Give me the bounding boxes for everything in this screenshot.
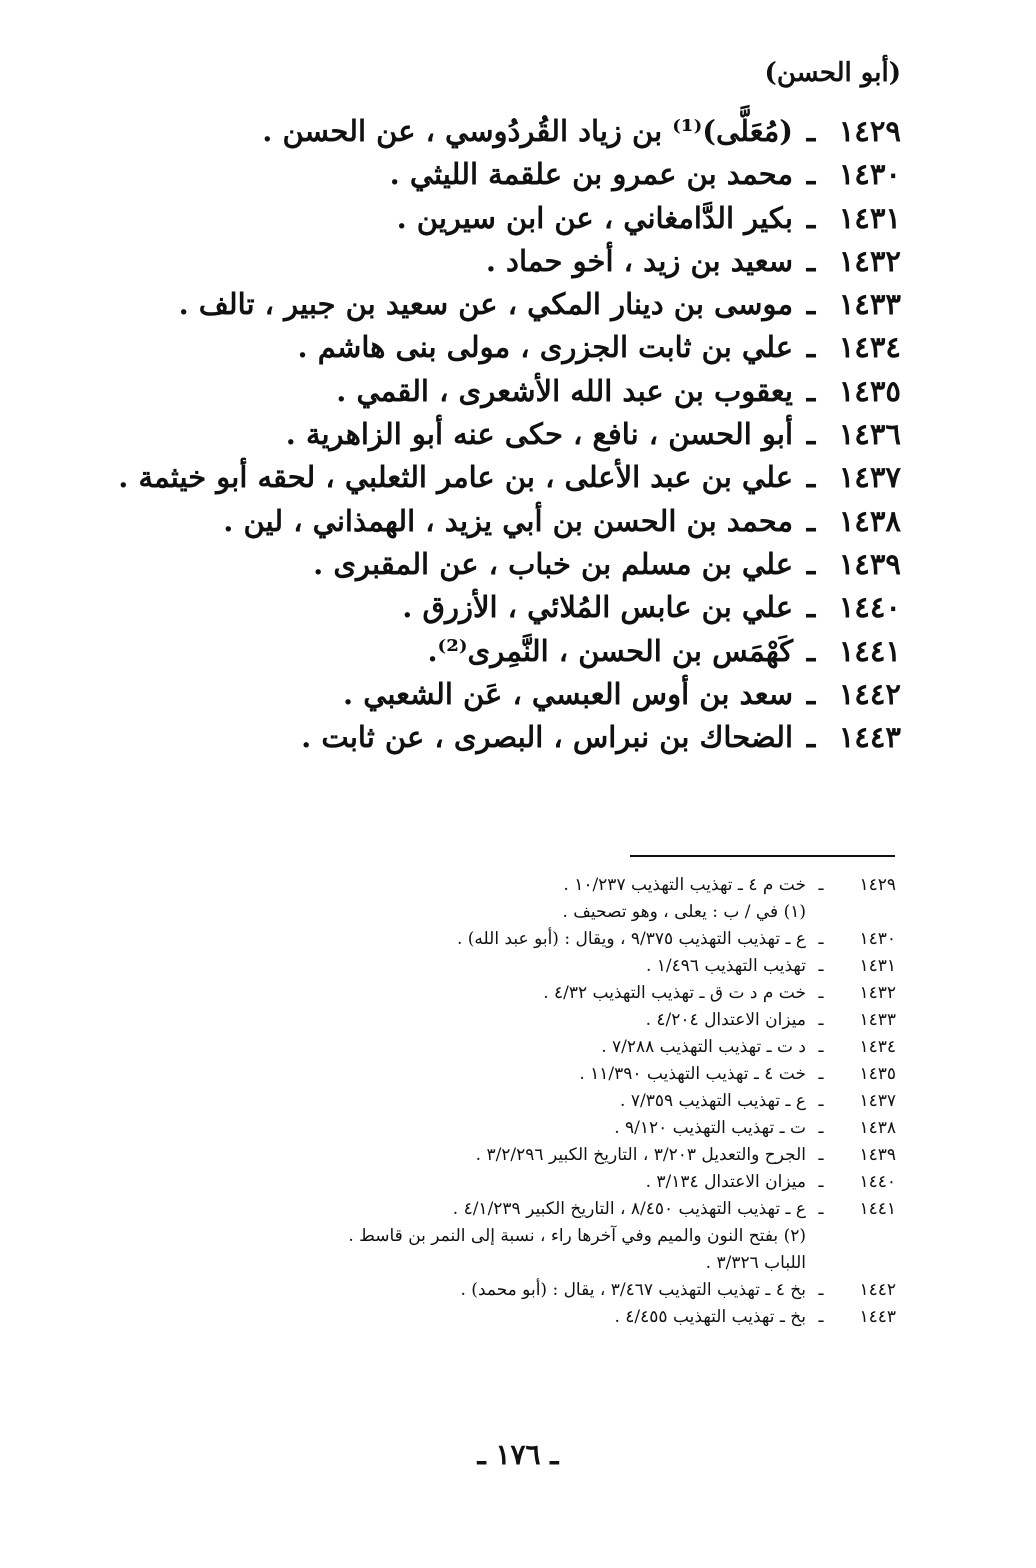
entry-text: علي بن مسلم بن خباب ، عن المقبرى . xyxy=(313,546,793,581)
entry-dash: ـ xyxy=(806,460,816,495)
entry-dash: ـ xyxy=(806,590,816,625)
entry-text: يعقوب بن عبد الله الأشعرى ، القمي . xyxy=(336,373,793,408)
footnote-text: بخ ـ تهذيب التهذيب ٤/٤٥٥ . xyxy=(614,1307,806,1327)
footnote-text: خت ٤ ـ تهذيب التهذيب ١١/٣٩٠ . xyxy=(579,1064,806,1084)
entry-dash: ـ xyxy=(806,676,816,711)
entry-dash: ـ xyxy=(806,417,816,452)
entry-number: ١٤٣١ xyxy=(838,200,901,235)
footnote-row xyxy=(96,872,896,899)
footnote-number: ١٤٣٠ xyxy=(859,929,896,949)
entry-row xyxy=(101,716,901,759)
entry-number: ١٤٣٥ xyxy=(838,373,901,408)
footnote-dash: ـ xyxy=(818,875,824,895)
footnote-number: ١٤٣٩ xyxy=(859,1145,896,1165)
footnote-number: ١٤٤٢ xyxy=(859,1280,896,1300)
footnote-text: ت ـ تهذيب التهذيب ٩/١٢٠ . xyxy=(614,1118,806,1138)
footnote-row xyxy=(96,980,896,1007)
footnote-dash: ـ xyxy=(818,1172,824,1192)
footnote-dash: ـ xyxy=(818,956,824,976)
entry-text: علي بن ثابت الجزرى ، مولى بنى هاشم . xyxy=(297,330,793,365)
footnote-number: ١٤٤١ xyxy=(859,1199,896,1219)
footnote-text: بخ ٤ ـ تهذيب التهذيب ٣/٤٦٧ ، يقال : (أبو محمد) . xyxy=(460,1280,806,1300)
footnote-dash: ـ xyxy=(818,1064,824,1084)
entry-row xyxy=(101,673,901,716)
footnote-text: الجرح والتعديل ٣/٢٠٣ ، التاريخ الكبير ٣/٢/٢٩٦ . xyxy=(475,1145,806,1165)
entry-number: ١٤٣٩ xyxy=(838,546,901,581)
entry-row xyxy=(101,500,901,543)
footnote-number: ١٤٣١ xyxy=(859,956,896,976)
entry-text: كَهْمَس بن الحسن ، النَّمِرى⁽²⁾. xyxy=(427,633,793,668)
entry-row xyxy=(101,630,901,673)
entry-number: ١٤٤٢ xyxy=(838,676,901,711)
footnote-row xyxy=(96,1142,896,1169)
footnote-row xyxy=(96,1007,896,1034)
entry-text: محمد بن الحسن بن أبي يزيد ، الهمذاني ، لين . xyxy=(223,503,793,538)
entry-dash: ـ xyxy=(806,546,816,581)
footnote-row xyxy=(96,1061,896,1088)
entry-number: ١٤٣٢ xyxy=(838,243,901,278)
entry-number: ١٤٤٣ xyxy=(838,720,901,755)
entry-row xyxy=(101,370,901,413)
footnote-dash: ـ xyxy=(818,1280,824,1300)
footnote-text: خت م ٤ ـ تهذيب التهذيب ١٠/٢٣٧ . xyxy=(563,875,806,895)
entry-number: ١٤٣٠ xyxy=(838,157,901,192)
entry-row xyxy=(101,586,901,629)
entry-number: ١٤٣٧ xyxy=(838,460,901,495)
footnote-row xyxy=(96,1304,896,1331)
footnote-text: د ت ـ تهذيب التهذيب ٧/٢٨٨ . xyxy=(601,1037,806,1057)
footnote-number: ١٤٣٤ xyxy=(859,1037,896,1057)
footnote-row xyxy=(96,1034,896,1061)
footnote-dash: ـ xyxy=(818,1091,824,1111)
entry-text: علي بن عبد الأعلى ، بن عامر الثعلبي ، لحقه أبو خيثمة . xyxy=(118,460,793,495)
entry-text: (مُعَلَّى)⁽¹⁾ بن زياد القُردُوسي ، عن الحسن . xyxy=(262,114,793,148)
footnote-row xyxy=(96,953,896,980)
footnote-text: ميزان الاعتدال ٤/٢٠٤ . xyxy=(645,1010,806,1030)
footnote-text: ع ـ تهذيب التهذيب ٩/٣٧٥ ، ويقال : (أبو عبد الله) . xyxy=(456,929,806,949)
footnote-number: ١٤٣٣ xyxy=(859,1010,896,1030)
entry-text: الضحاك بن نبراس ، البصرى ، عن ثابت . xyxy=(301,720,793,755)
footnote-text: (٢) بفتح النون والميم وفي آخرها راء ، نسبة إلى النمر بن قاسط . xyxy=(348,1226,806,1246)
footnote-row xyxy=(96,1196,896,1223)
page-number: ـ ١٧٦ ـ xyxy=(477,1438,559,1471)
footnote-text: تهذيب التهذيب ١/٤٩٦ . xyxy=(645,956,806,976)
entry-number: ١٤٤٠ xyxy=(838,590,901,625)
footnote-text: ميزان الاعتدال ٣/١٣٤ . xyxy=(645,1172,806,1192)
entry-dash: ـ xyxy=(806,243,816,278)
entry-text: سعيد بن زيد ، أخو حماد . xyxy=(485,243,793,278)
entries-list xyxy=(101,110,901,759)
footnote-text: (١) في / ب : يعلى ، وهو تصحيف . xyxy=(562,902,806,922)
entry-number: ١٤٤١ xyxy=(838,633,901,668)
entry-row xyxy=(101,283,901,326)
footnote-row xyxy=(96,1115,896,1142)
footnote-row xyxy=(96,1169,896,1196)
footnote-number: ١٤٢٩ xyxy=(859,875,896,895)
footnote-dash: ـ xyxy=(818,929,824,949)
entry-text: بكير الدَّامغاني ، عن ابن سيرين . xyxy=(396,200,793,235)
entry-row xyxy=(101,326,901,369)
entry-row xyxy=(101,153,901,196)
footnote-dash: ـ xyxy=(818,983,824,1003)
entry-row xyxy=(101,197,901,240)
entry-dash: ـ xyxy=(806,157,816,192)
entry-text: سعد بن أوس العبسي ، عَن الشعبي . xyxy=(343,676,793,711)
footnote-row xyxy=(96,1223,896,1250)
footnote-text: خت م د ت ق ـ تهذيب التهذيب ٤/٣٢ . xyxy=(543,983,806,1003)
entry-dash: ـ xyxy=(806,503,816,538)
footnote-row xyxy=(96,1250,896,1277)
entry-row xyxy=(101,543,901,586)
footnote-dash: ـ xyxy=(818,1307,824,1327)
entry-dash: ـ xyxy=(806,373,816,408)
entry-row xyxy=(101,456,901,499)
entry-dash: ـ xyxy=(806,720,816,755)
entry-number: ١٤٣٦ xyxy=(838,417,901,452)
footnote-text: ع ـ تهذيب التهذيب ٧/٣٥٩ . xyxy=(620,1091,806,1111)
footnote-number: ١٤٣٢ xyxy=(859,983,896,1003)
entry-row xyxy=(101,240,901,283)
footnote-row xyxy=(96,899,896,926)
footnote-dash: ـ xyxy=(818,1118,824,1138)
entry-number: ١٤٣٣ xyxy=(838,287,901,322)
entry-dash: ـ xyxy=(806,114,816,148)
footnote-number: ١٤٣٥ xyxy=(859,1064,896,1084)
footnote-row xyxy=(96,926,896,953)
entry-dash: ـ xyxy=(806,330,816,365)
footnote-row xyxy=(96,1277,896,1304)
entry-number: ١٤٣٤ xyxy=(838,330,901,365)
footnote-dash: ـ xyxy=(818,1010,824,1030)
footnote-text: ع ـ تهذيب التهذيب ٨/٤٥٠ ، التاريخ الكبير ٤/١/٢٣٩ . xyxy=(452,1199,806,1219)
footnotes-list xyxy=(96,872,896,1331)
entry-dash: ـ xyxy=(806,287,816,322)
footnote-dash: ـ xyxy=(818,1199,824,1219)
entry-dash: ـ xyxy=(806,633,816,668)
entry-text: موسى بن دينار المكي ، عن سعيد بن جبير ، تالف . xyxy=(178,287,793,322)
entry-dash: ـ xyxy=(806,200,816,235)
footnote-dash: ـ xyxy=(818,1145,824,1165)
footnote-divider xyxy=(630,855,895,857)
footnote-text: اللباب ٣/٣٢٦ . xyxy=(705,1253,806,1273)
entry-row xyxy=(101,413,901,456)
entry-number: ١٤٢٩ xyxy=(838,114,901,148)
footnote-number: ١٤٣٨ xyxy=(859,1118,896,1138)
entry-number: ١٤٣٨ xyxy=(838,503,901,538)
entry-text: أبو الحسن ، نافع ، حكى عنه أبو الزاهرية . xyxy=(285,417,793,452)
entry-row xyxy=(101,110,901,153)
entry-text: علي بن عابس المُلائي ، الأزرق . xyxy=(402,590,793,625)
footnote-number: ١٤٤٣ xyxy=(859,1307,896,1327)
footnote-row xyxy=(96,1088,896,1115)
entry-text: محمد بن عمرو بن علقمة الليثي . xyxy=(389,157,793,192)
section-heading: (أبو الحسن) xyxy=(764,58,901,88)
footnote-number: ١٤٤٠ xyxy=(859,1172,896,1192)
footnote-dash: ـ xyxy=(818,1037,824,1057)
footnote-number: ١٤٣٧ xyxy=(859,1091,896,1111)
